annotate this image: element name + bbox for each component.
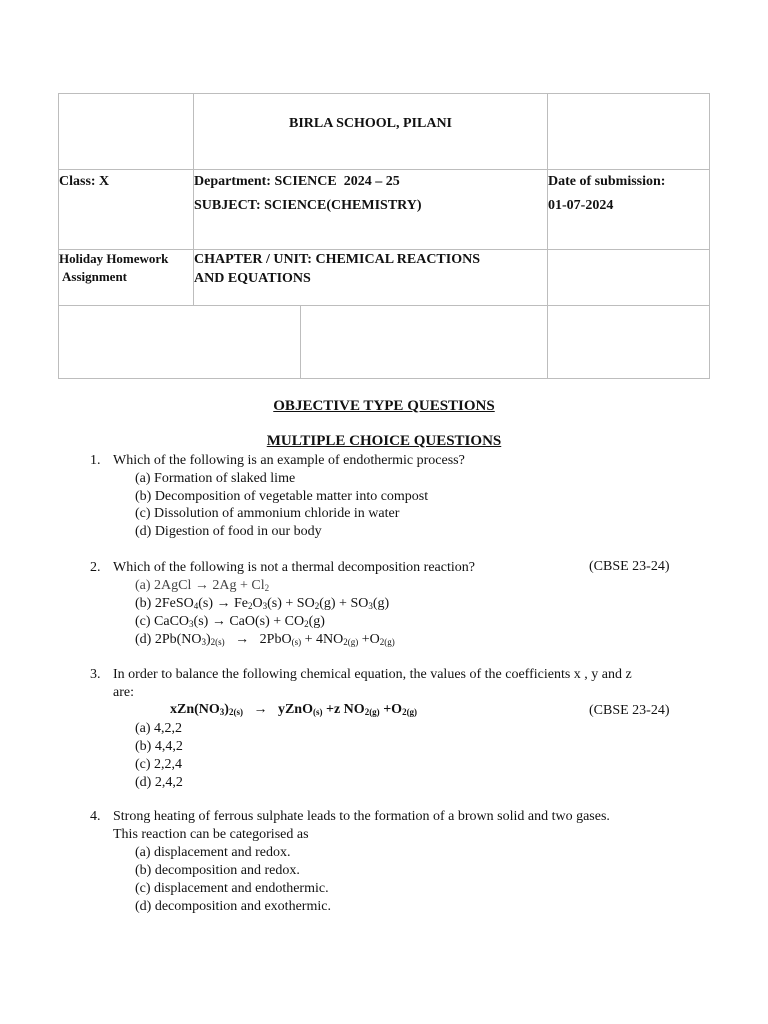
header-empty-cell (59, 306, 301, 379)
department-label: Department: SCIENCE 2024 – 25 (194, 174, 400, 189)
q2-option-d: (d) $2Pb(NO_3)_{2(s)} \to 2PbO_{(s)} + 4NO_{2(g)} +O_{2(g)}$ (135, 632, 395, 647)
question-text-line-1: Strong heating of ferrous sulphate leads to the formation of a brown solid and two gases. (113, 809, 610, 824)
q4-option-d: (d) decomposition and exothermic. (135, 899, 331, 914)
question-number: 3. (90, 667, 101, 682)
q3-option-c: (c) 2,2,4 (135, 757, 183, 772)
mcq-heading: MULTIPLE CHOICE QUESTIONS (266, 433, 502, 449)
q1-option-b: (b) Decomposition of vegetable matter into compost (135, 489, 429, 504)
question-4 (90, 808, 690, 844)
objective-heading: OBJECTIVE TYPE QUESTIONS (273, 398, 495, 414)
chapter-cell (194, 250, 548, 306)
q2-option-b: (b) 2FeSO$_4$(s) → $Fe_2O_3(s) + SO_2(g) + SO_3(g)$ (135, 596, 390, 611)
question-number: 4. (90, 809, 101, 824)
q2-option-a: (a) 2AgCl → $2Ag + Cl_2$ (135, 578, 270, 593)
q4-option-a: (a) displacement and redox. (135, 845, 291, 860)
question-text-line-2: This reaction can be categorised as (113, 827, 309, 842)
header-table (58, 93, 710, 379)
date-label: Date of submission: (548, 174, 666, 189)
question-text: Which of the following is an example of endothermic process? (113, 453, 465, 468)
q4-option-c: (c) displacement and endothermic. (135, 881, 329, 896)
header-empty-cell (59, 94, 194, 170)
q1-option-c: (c) Dissolution of ammonium chloride in water (135, 506, 400, 521)
question-number: 2. (90, 560, 101, 575)
subject-label: SUBJECT: SCIENCE(CHEMISTRY) (194, 198, 422, 213)
header-empty-cell (548, 306, 710, 379)
date-cell (548, 170, 710, 250)
question-1 (90, 452, 690, 470)
school-name: BIRLA SCHOOL, PILANI (289, 116, 452, 131)
chapter-line-1: CHAPTER / UNIT: CHEMICAL REACTIONS (194, 252, 480, 267)
school-name-cell (194, 94, 548, 170)
question-text: Which of the following is not a thermal decomposition reaction? (113, 560, 475, 575)
cbse-tag: (CBSE 23-24) (589, 703, 670, 718)
q3-option-b: (b) 4,4,2 (135, 739, 183, 754)
q3-option-a: (a) 4,2,2 (135, 721, 183, 736)
q4-option-b: (b) decomposition and redox. (135, 863, 300, 878)
homework-cell (59, 250, 194, 306)
question-number: 1. (90, 453, 101, 468)
header-empty-cell (301, 306, 548, 379)
header-empty-cell (548, 94, 710, 170)
header-empty-cell (548, 250, 710, 306)
equation: $xZn(NO_3)_{2(s)}$ → yZnO$_{(s)}$ +z $NO_{2(g)} +O_{2(g)}$ (170, 702, 418, 717)
question-text-line-1: In order to balance the following chemical equation, the values of the coefficients x , y and z (113, 667, 632, 682)
homework-label: Holiday Homework (59, 251, 169, 266)
q3-option-d: (d) 2,4,2 (135, 775, 183, 790)
chapter-line-2: AND EQUATIONS (194, 271, 311, 286)
q1-option-a: (a) Formation of slaked lime (135, 471, 296, 486)
assignment-label: Assignment (62, 269, 128, 284)
question-text-line-2: are: (113, 685, 134, 700)
class-label: Class: X (59, 174, 110, 189)
class-cell (59, 170, 194, 250)
date-value: 01-07-2024 (548, 198, 614, 213)
q1-option-d: (d) Digestion of food in our body (135, 524, 322, 539)
cbse-tag: (CBSE 23-24) (589, 559, 670, 574)
question-3 (90, 666, 690, 702)
q2-option-c: (c) CaCO$_3$(s) → $CaO(s) + CO_2(g)$ (135, 614, 325, 629)
department-cell (194, 170, 548, 250)
